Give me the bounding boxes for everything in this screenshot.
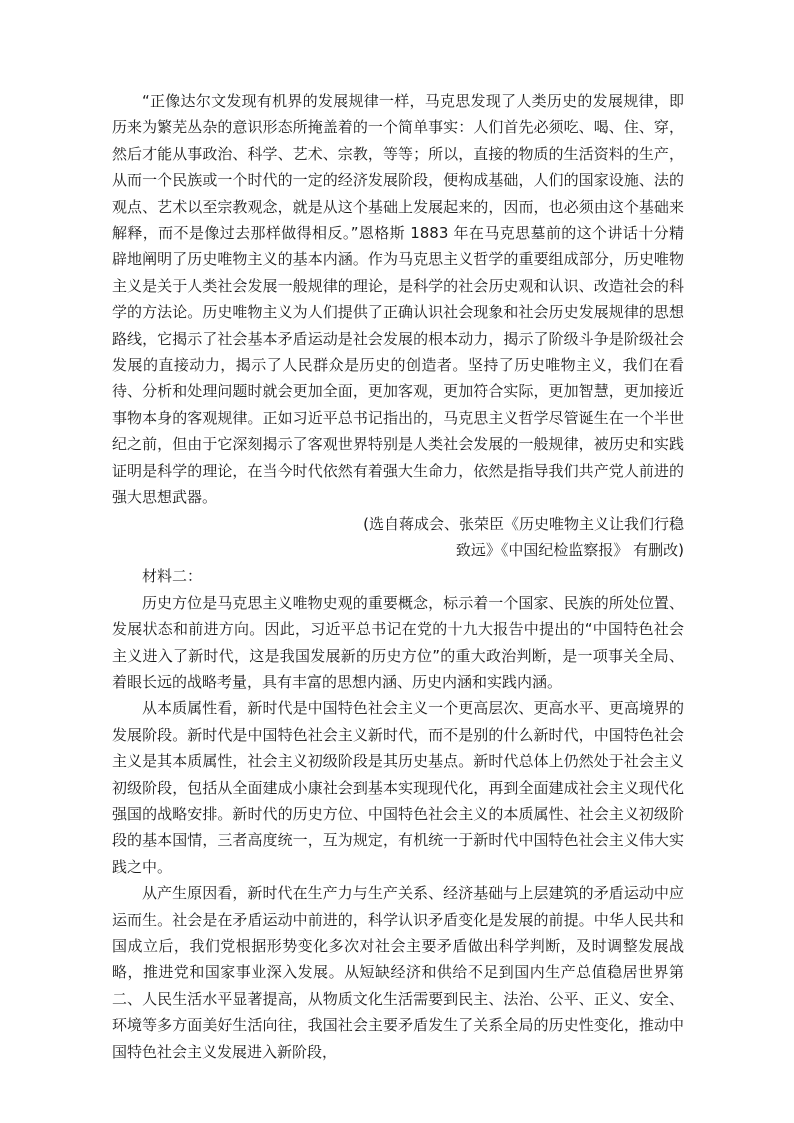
material-2-heading: 材料二： bbox=[142, 567, 203, 586]
source-citation-line-2: 致远》《中国纪检监察报》 有删改) bbox=[455, 540, 684, 559]
source-citation-line-1: (选自蒋成会、张荣臣《历史唯物主义让我们行稳 bbox=[363, 514, 684, 533]
document-page bbox=[112, 88, 684, 1065]
material-2-paragraph-2: 从本质属性看，新时代是中国特色社会主义一个更高层次、更高水平、更高境界的发展阶段。新时代是中国特色社会主义新时代，而不是别的什么新时代，中国特色社会主义是其本质属性，社会主义初级阶段是其历史基点。新时代总体上仍然处于社会主义初级阶段，包括从全面建成小康社会到基本实现现代化，再到全面建成社会主义现代化强国的战略安排。新时代的历史方位、中国特色社会主义的本质属性、社会主义初级阶段的基本国情，三者高度统一，互为规定，有机统一于新时代中国特色社会主义伟大实践之中。 bbox=[112, 699, 684, 876]
material-2-paragraph-1: 历史方位是马克思主义唯物史观的重要概念，标示着一个国家、民族的所处位置、发展状态和前进方向。因此，习近平总书记在党的十九大报告中提出的“中国特色社会主义进入了新时代，这是我国发展新的历史方位”的重大政治判断，是一项事关全局、着眼长远的战略考量，具有丰富的思想内涵、历史内涵和实践内涵。 bbox=[112, 593, 684, 691]
paragraph-1: “正像达尔文发现有机界的发展规律一样，马克思发现了人类历史的发展规律，即历来为繁芜丛杂的意识形态所掩盖着的一个简单事实：人们首先必须吃、喝、住、穿，然后才能从事政治、科学、艺术、宗教，等等；所以，直接的物质的生活资料的生产，从而一个民族或一个时代的一定的经济发展阶段，便构成基础，人们的国家设施、法的观点、艺术以至宗教观念，就是从这个基础上发展起来的，因而，也必须由这个基础来解释，而不是像过去那样做得相反。”恩格斯 1883 年在马克思墓前的这个讲话十分精辟地阐明了历史唯物主义的基本内涵。作为马克思主义哲学的重要组成部分，历史唯物主义是关于人类社会发展一般规律的理论，是科学的社会历史观和认识、改造社会的科学的方法论。历史唯物主义为人们提供了正确认识社会现象和社会历史发展规律的思想路线，它揭示了社会基本矛盾运动是社会发展的根本动力，揭示了阶级斗争是阶级社会发展的直接动力，揭示了人民群众是历史的创造者。坚持了历史唯物主义，我们在看待、分析和处理问题时就会更加全面，更加客观，更加符合实际，更加智慧，更加接近事物本身的客观规律。正如习近平总书记指出的，马克思主义哲学尽管诞生在一个半世纪之前，但由于它深刻揭示了客观世界特别是人类社会发展的一般规律，被历史和实践证明是科学的理论，在当今时代依然有着强大生命力，依然是指导我们共产党人前进的强大思想武器。 bbox=[112, 92, 684, 507]
material-2-paragraph-3: 从产生原因看，新时代在生产力与生产关系、经济基础与上层建筑的矛盾运动中应运而生。社会是在矛盾运动中前进的，科学认识矛盾变化是发展的前提。中华人民共和国成立后，我们党根据形势变化多次对社会主要矛盾做出科学判断，及时调整发展战略，推进党和国家事业深入发展。从短缺经济和供给不足到国内生产总值稳居世界第二、人民生活水平显著提高，从物质文化生活需要到民主、法治、公平、正义、安全、环境等多方面美好生活向往，我国社会主要矛盾发生了关系全局的历史性变化，推动中国特色社会主义发展进入新阶段， bbox=[112, 884, 684, 1061]
